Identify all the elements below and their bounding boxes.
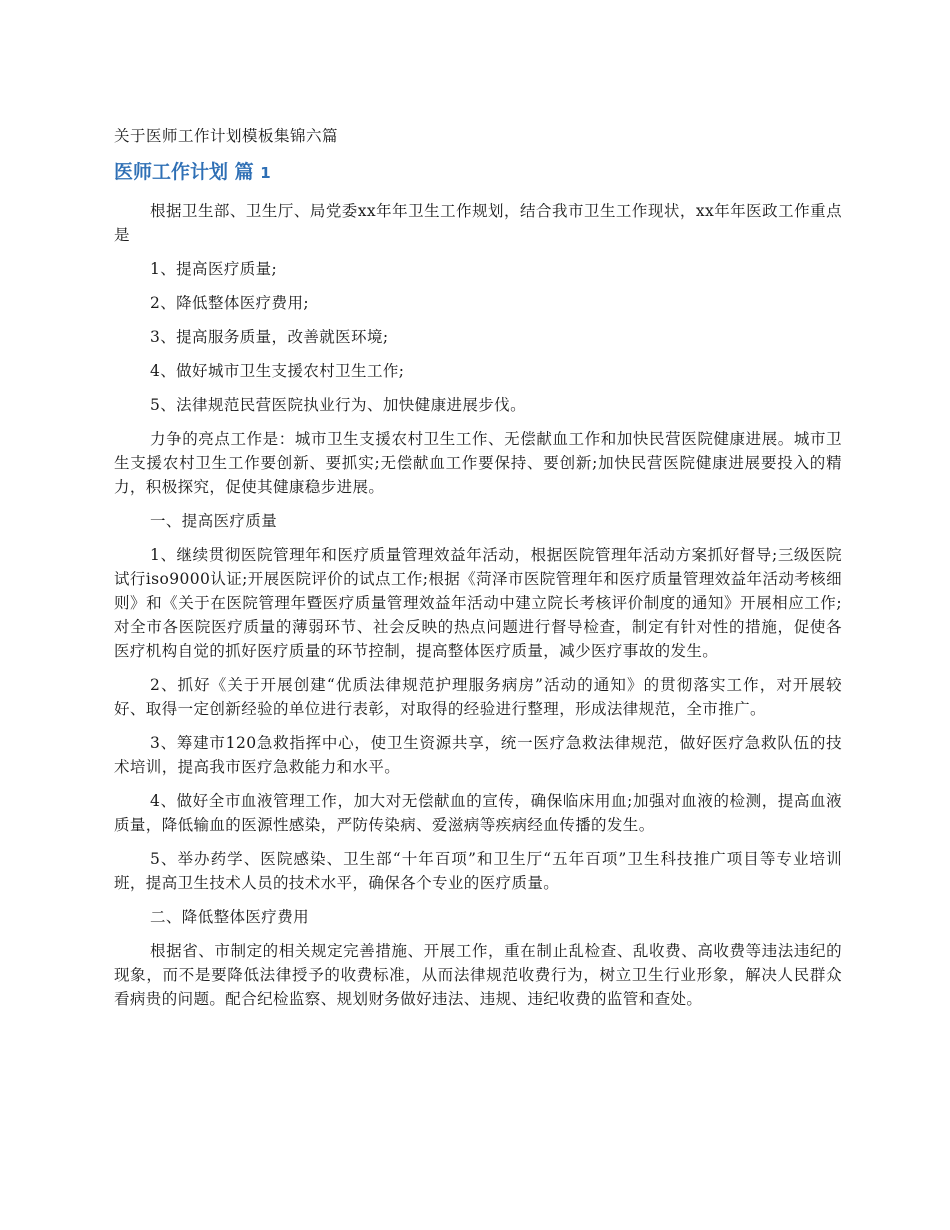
priority-item: 2、降低整体医疗费用; — [150, 294, 309, 312]
part2-item: 根据省、市制定的相关规定完善措施、开展工作，重在制止乱检查、乱收费、高收费等违法违纪的现象，而不是要降低法律授予的收费标准，从而法律规范收费行为，树立卫生行业形象，解决人民群众看病贵的问题。配合纪检监察、规划财务做好违法、违规、违纪收费的监管和查处。 — [114, 942, 842, 1008]
part1-item: 1、继续贯彻医院管理年和医疗质量管理效益年活动，根据医院管理年活动方案抓好督导;三级医院试行iso9000认证;开展医院评价的试点工作;根据《菏泽市医院管理年和医疗质量管理效益年活动考核细则》和《关于在医院管理年暨医疗质量管理效益年活动中建立院长考核评价制度的通知》开展相应工作;对全市各医院医疗质量的薄弱环节、社会反映的热点问题进行督导检查，制定有针对性的措施，促使各医疗机构自觉的抓好医疗质量的环节控制，提高整体医疗质量，减少医疗事故的发生。 — [114, 546, 842, 660]
priority-item: 3、提高服务质量，改善就医环境; — [150, 328, 389, 346]
section-heading-number: 1 — [260, 164, 271, 182]
part2-heading: 二、降低整体医疗费用 — [150, 908, 310, 926]
intro-paragraph: 根据卫生部、卫生厅、局党委xx年年卫生工作规划，结合我市卫生工作现状，xx年年医政工作重点是 — [114, 202, 842, 244]
priority-item: 4、做好城市卫生支援农村卫生工作; — [150, 362, 405, 380]
part1-heading: 一、提高医疗质量 — [150, 512, 278, 530]
section-heading-suffix: 篇 — [234, 161, 254, 183]
section-heading — [114, 158, 842, 187]
priority-item: 5、法律规范民营医院执业行为、加快健康进展步伐。 — [150, 396, 526, 414]
document-title: 关于医师工作计划模板集锦六篇 — [114, 127, 339, 145]
section-heading-text: 医师工作计划 — [114, 161, 229, 183]
part1-item: 5、举办药学、医院感染、卫生部“十年百项”和卫生厅“五年百项”卫生科技推广项目等专业培训班，提高卫生技术人员的技术水平，确保各个专业的医疗质量。 — [114, 850, 842, 892]
document-body — [114, 124, 842, 1021]
part1-item: 3、筹建市120急救指挥中心，使卫生资源共享，统一医疗急救法律规范，做好医疗急救队伍的技术培训，提高我市医疗急救能力和水平。 — [114, 734, 842, 776]
highlights-paragraph: 力争的亮点工作是：城市卫生支援农村卫生工作、无偿献血工作和加快民营医院健康进展。城市卫生支援农村卫生工作要创新、要抓实;无偿献血工作要保持、要创新;加快民营医院健康进展要投入的精力，积极探究，促使其健康稳步进展。 — [114, 430, 842, 496]
priority-item: 1、提高医疗质量; — [150, 260, 278, 278]
part1-item: 2、抓好《关于开展创建“优质法律规范护理服务病房”活动的通知》的贯彻落实工作，对开展较好、取得一定创新经验的单位进行表彰，对取得的经验进行整理，形成法律规范，全市推广。 — [114, 676, 842, 718]
part1-item: 4、做好全市血液管理工作，加大对无偿献血的宣传，确保临床用血;加强对血液的检测，提高血液质量，降低输血的医源性感染，严防传染病、爱滋病等疾病经血传播的发生。 — [114, 792, 842, 834]
